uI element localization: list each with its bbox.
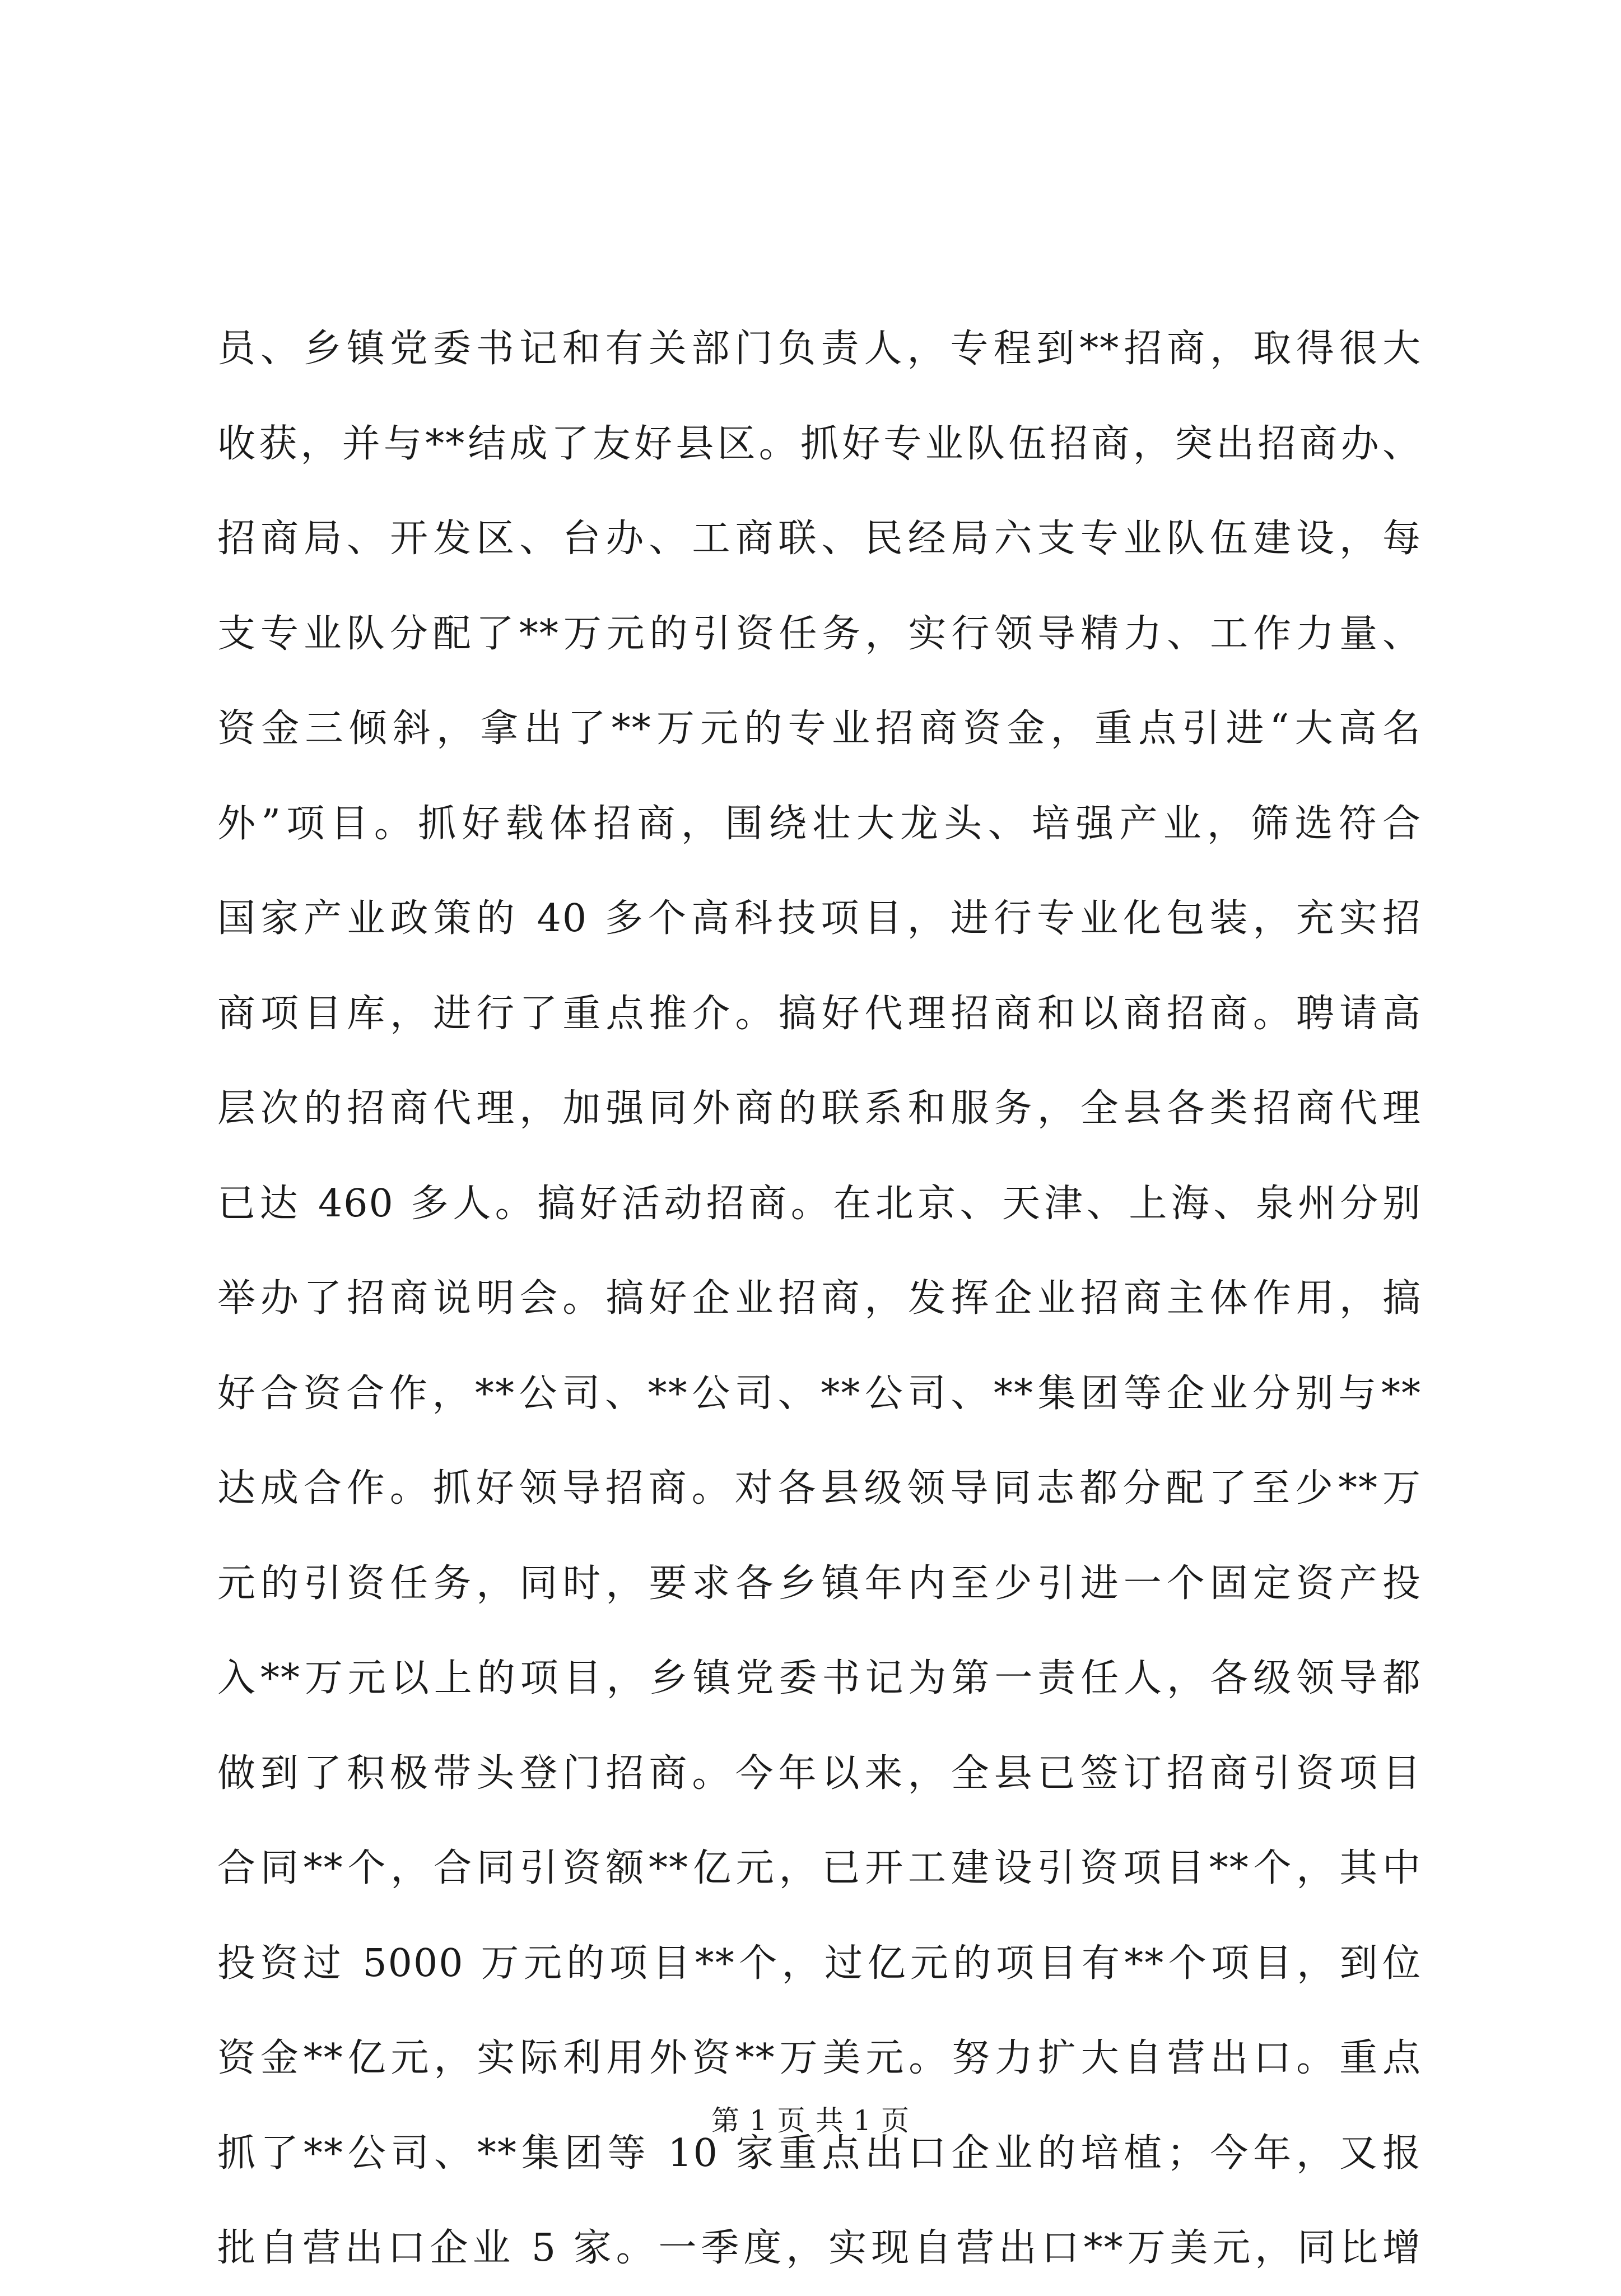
text-line: 员、乡镇党委书记和有关部门负责人，专程到**招商，取得很大	[217, 327, 1422, 371]
text-line: 抓了**公司、**集团等 10 家重点出口企业的培植；今年，又报	[217, 2131, 1422, 2176]
text-line: 层次的招商代理，加强同外商的联系和服务，全县各类招商代理	[217, 1086, 1422, 1131]
text-line: 国家产业政策的 40 多个高科技项目，进行专业化包装，充实招	[217, 896, 1422, 941]
text-line: 合同**个，合同引资额**亿元，已开工建设引资项目**个，其中	[217, 1846, 1422, 1890]
text-line: 达成合作。抓好领导招商。对各县级领导同志都分配了至少**万	[217, 1466, 1422, 1510]
text-line: 支专业队分配了**万元的引资任务，实行领导精力、工作力量、	[217, 611, 1422, 656]
page-footer	[0, 2098, 1621, 2139]
text-line: 资金三倾斜，拿出了**万元的专业招商资金，重点引进“大高名	[217, 707, 1422, 751]
body-text	[217, 301, 1422, 2296]
text-line: 入**万元以上的项目，乡镇党委书记为第一责任人，各级领导都	[217, 1656, 1422, 1700]
text-line: 资金**亿元，实际利用外资**万美元。努力扩大自营出口。重点	[217, 2036, 1422, 2080]
text-line: 商项目库，进行了重点推介。搞好代理招商和以商招商。聘请高	[217, 991, 1422, 1036]
text-line: 收获，并与**结成了友好县区。抓好专业队伍招商，突出招商办、	[217, 421, 1422, 466]
text-line: 元的引资任务，同时，要求各乡镇年内至少引进一个固定资产投	[217, 1561, 1422, 1606]
text-line: 批自营出口企业 5 家。一季度，实现自营出口**万美元，同比增	[217, 2226, 1422, 2270]
text-line: 外”项目。抓好载体招商，围绕壮大龙头、培强产业，筛选符合	[217, 801, 1422, 846]
text-line: 举办了招商说明会。搞好企业招商，发挥企业招商主体作用，搞	[217, 1276, 1422, 1321]
text-line: 招商局、开发区、台办、工商联、民经局六支专业队伍建设，每	[217, 517, 1422, 561]
page-number-label: 第 1 页 共 1 页	[711, 2104, 910, 2137]
text-line: 投资过 5000 万元的项目**个，过亿元的项目有**个项目，到位	[217, 1941, 1422, 1986]
text-line: 已达 460 多人。搞好活动招商。在北京、天津、上海、泉州分别	[217, 1181, 1422, 1226]
text-line: 做到了积极带头登门招商。今年以来，全县已签订招商引资项目	[217, 1751, 1422, 1796]
text-line: 好合资合作，**公司、**公司、**公司、**集团等企业分别与**	[217, 1371, 1422, 1416]
